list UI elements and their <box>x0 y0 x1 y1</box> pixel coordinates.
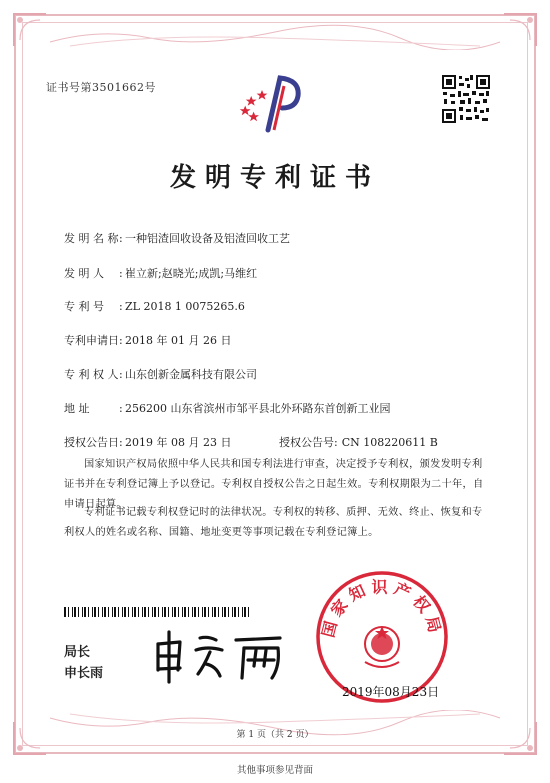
field-patentee: 专 利 权 人: 山东创新金属科技有限公司 <box>64 368 257 381</box>
seal-text: 国家知识产权局 <box>318 577 446 640</box>
field-patentee-value: 山东创新金属科技有限公司 <box>125 368 257 381</box>
certificate-number-suffix: 号 <box>144 81 156 94</box>
field-address-label: 地 址 <box>64 402 90 415</box>
signer-name: 申长雨 <box>64 666 104 681</box>
field-patent-number: 专 利 号 : ZL 2018 1 0075265.6 <box>64 300 245 313</box>
barcode <box>64 602 254 612</box>
field-grant-number-label: 授权公告号 <box>279 436 334 449</box>
certificate-number <box>46 79 156 95</box>
field-inventor: 发 明 人 : 崔立新;赵晓光;成凯;马维红 <box>64 267 258 280</box>
field-address-value: 256200 山东省滨州市邹平县北外环路东首创新工业园 <box>125 402 391 415</box>
field-filing-date-value: 2018 年 01 月 26 日 <box>125 334 232 347</box>
field-grant-date-label: 授权公告日 <box>64 436 119 449</box>
field-invention-name-label: 发 明 名 称 <box>64 232 119 245</box>
field-grant-date-value: 2019 年 08 月 23 日 <box>125 436 232 449</box>
certificate-title: 发明专利证书 <box>169 163 380 193</box>
field-filing-date-label: 专利申请日 <box>64 334 119 347</box>
seal-date: 2019年08月23日 <box>342 685 440 699</box>
paragraph-legal-status: 专利证书记载专利权登记时的法律状况。专利权的转移、质押、无效、终止、恢复和专利权人的姓名或名称、国籍、地址变更等事项记载在专利登记簿上。 <box>64 507 483 538</box>
field-patent-number-label: 专 利 号 <box>64 300 104 313</box>
field-inventor-label: 发 明 人 <box>64 267 104 280</box>
handwritten-signature <box>150 626 290 684</box>
field-address: 地 址 : 256200 山东省滨州市邹平县北外环路东首创新工业园 <box>64 402 391 415</box>
cnipa-logo-icon <box>238 72 306 134</box>
certificate-number-label: 证书号第 <box>46 81 92 94</box>
top-wave-ornament <box>30 24 520 50</box>
certificate-number-value: 3501662 <box>92 81 145 94</box>
field-grant-number-value: CN 108220611 B <box>341 436 438 449</box>
field-grant-date: 授权公告日: 2019 年 08 月 23 日 <box>64 436 232 449</box>
footer-note: 其他事项参见背面 <box>236 765 313 776</box>
signer-title: 局长 <box>64 645 91 660</box>
field-invention-name: 发 明 名 称: 一种铝渣回收设备及铝渣回收工艺 <box>64 232 290 245</box>
field-inventor-value: 崔立新;赵晓光;成凯;马维红 <box>125 267 258 280</box>
field-invention-name-value: 一种铝渣回收设备及铝渣回收工艺 <box>125 232 290 245</box>
qr-code <box>441 74 491 124</box>
field-patent-number-value: ZL 2018 1 0075265.6 <box>125 300 245 313</box>
field-filing-date: 专利申请日: 2018 年 01 月 26 日 <box>64 334 232 347</box>
field-patentee-label: 专 利 权 人 <box>64 368 119 381</box>
paragraph-grant-statement: 国家知识产权局依照中华人民共和国专利法进行审查，决定授予专利权，颁发发明专利证书并在专利登记簿上予以登记。专利权自授权公告之日起生效。专利权期限为二十年，自申请日起算。 <box>64 459 484 510</box>
page-number: 第 1 页（共 2 页） <box>236 730 314 740</box>
field-grant-number: 授权公告号: CN 108220611 B <box>279 436 438 449</box>
